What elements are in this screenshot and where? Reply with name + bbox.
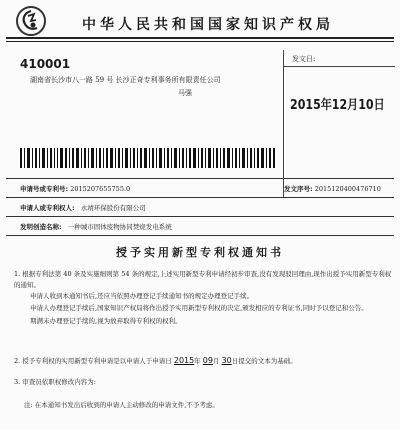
invention-title: 一种城市固体废物协同焚烧发电系统 (67, 223, 172, 231)
issue-date-stamp: 2015年12月10日 (290, 98, 385, 113)
notice-title: 授予实用新型专利权通知书 (116, 246, 284, 259)
office-name: 中华人民共和国国家知识产权局 (82, 17, 334, 33)
basis-year: 2015 (173, 356, 195, 365)
notice-paragraph-1: 1. 根据专利法第 40 条及实施细则第 54 条的规定,上述实用新型专利申请经初步审查,没有发现驳回理由,现作出授予实用新型专利权的通知。 (14, 270, 392, 289)
month-unit: 月 (212, 357, 220, 365)
applicant-name: 永靖环保股份有限公司 (80, 204, 146, 212)
notice-paragraph-3: 申请人办理登记手续后,国家知识产权局将作出授予实用新型专利权的决定,颁发相应的专利证书,同时予以登记和公告。 (30, 304, 368, 312)
application-number-label: 申请号或专利号: (20, 185, 69, 193)
field-rule-top (6, 178, 394, 179)
invention-row (20, 222, 394, 231)
notice-paragraph-5 (14, 355, 392, 367)
invention-label: 发明创造名称: (20, 223, 62, 231)
recipient-address: 湖南省长沙市八一路 59 号 长沙正奇专利事务所有限责任公司 (30, 76, 221, 84)
notice-paragraph-6: 3. 审查员依职权修改内容为: (14, 378, 96, 386)
basis-text: 2. 授予专利权的实用新型专利申请是以申请人于申请日 (14, 357, 172, 365)
field-rule (6, 235, 394, 236)
applicant-label: 申请人或专利权人: (20, 204, 75, 212)
header-rule (6, 37, 394, 39)
notice-paragraph-4: 期满未办理登记手续的,视为放弃取得专利权的权利。 (30, 317, 182, 325)
applicant-row (20, 203, 394, 212)
cnipa-logo-icon (16, 6, 46, 36)
barcode (20, 148, 275, 168)
issue-date-label: 发文日: (292, 55, 316, 63)
issue-date-box (283, 50, 395, 178)
dispatch-ref-label: 发文序号: (284, 185, 313, 193)
basis-text-end: 日提交的文本为基础。 (231, 357, 297, 365)
field-rule (6, 197, 394, 198)
year-unit: 年 (194, 357, 201, 365)
issue-date-rule (284, 66, 395, 67)
dispatch-ref: 2015120400476710 (314, 185, 381, 193)
postcode: 410001 (20, 57, 71, 71)
application-number-row (20, 184, 394, 193)
basis-day: 30 (221, 356, 232, 365)
notice-note: 注: 在本通知书发出后收到的申请人主动修改的申请文件,不予考虑。 (24, 401, 219, 409)
recipient-addressee: 马强 (178, 89, 192, 97)
notice-paragraph-2: 申请人收到本通知书后,还应当依照办理登记手续通知书的规定办理登记手续。 (30, 292, 254, 300)
field-rule (6, 216, 394, 217)
application-number: 2015207655755.0 (70, 185, 131, 193)
basis-month: 09 (202, 356, 213, 365)
header-rule-thin (6, 41, 394, 42)
